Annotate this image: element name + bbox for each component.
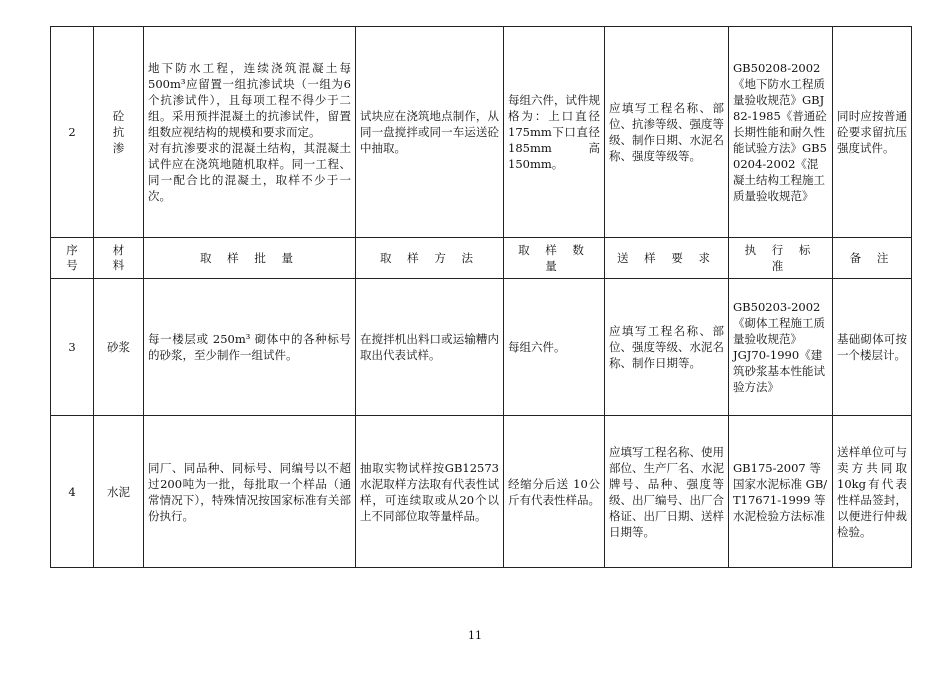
row-standard: GB175-2007 等国家水泥标准 GB/T17671-1999 等水泥检验方法标准	[729, 416, 833, 568]
row-material: 砼 抗 渗	[94, 27, 144, 238]
row-batch: 同厂、同品种、同标号、同编号以不超过200吨为一批，每批取一个样品（通常情况下），特殊情况按国家标准有关部份执行。	[144, 416, 356, 568]
row-send-requirements: 应填写工程名称、部位、抗渗等级、强度等级、制作日期、水泥名称、强度等级等。	[605, 27, 729, 238]
header-standard: 执 行 标 准	[729, 238, 833, 279]
page-number: 11	[468, 629, 482, 642]
row-method: 抽取实物试样按GB12573 水泥取样方法取有代表性试样，可连续取或从20个以上不同部位取等量样品。	[356, 416, 504, 568]
table-row	[51, 27, 912, 238]
row-quantity: 每组六件。	[504, 279, 605, 416]
row-standard: GB50203-2002《砌体工程施工质量验收规范》 JGJ70-1990《建筑砂浆基本性能试验方法》	[729, 279, 833, 416]
sampling-table	[50, 26, 912, 568]
header-seq: 序 号	[51, 238, 94, 279]
table-header-row	[51, 238, 912, 279]
row-batch: 每一楼层或 250m³ 砌体中的各种标号的砂浆，至少制作一组试件。	[144, 279, 356, 416]
row-remark: 同时应按普通砼要求留抗压强度试件。	[833, 27, 912, 238]
row-material: 水泥	[94, 416, 144, 568]
row-material: 砂浆	[94, 279, 144, 416]
table-row	[51, 279, 912, 416]
row-send-requirements: 应填写工程名称、部位、强度等级、水泥名称、制作日期等。	[605, 279, 729, 416]
row-standard: GB50208-2002《地下防水工程质量验收规范》GBJ82-1985《普通砼长期性能和耐久性能试验方法》GB50204-2002《混凝土结构工程施工质量验收规范》	[729, 27, 833, 238]
row-seq: 4	[51, 416, 94, 568]
row-method: 在搅拌机出料口或运输糟内取出代表试样。	[356, 279, 504, 416]
row-method: 试块应在浇筑地点制作，从同一盘搅拌或同一车运送砼中抽取。	[356, 27, 504, 238]
header-quantity: 取 样 数 量	[504, 238, 605, 279]
header-batch: 取 样 批 量	[144, 238, 356, 279]
table-row	[51, 416, 912, 568]
row-remark: 基础砌体可按一个楼层计。	[833, 279, 912, 416]
row-seq: 3	[51, 279, 94, 416]
row-remark: 送样单位可与卖方共同取10kg有代表性样品签封，以便进行仲裁检验。	[833, 416, 912, 568]
row-quantity: 每组六件，试件规格为：上口直径175mm下口直径185mm高150mm。	[504, 27, 605, 238]
header-remark: 备 注	[833, 238, 912, 279]
row-batch: 地下防水工程，连续浇筑混凝土每500m³应留置一组抗渗试块（一组为6个抗渗试件），且每项工程不得少于二组。采用预拌混凝土的抗渗试件，留置组数应视结构的规模和要求而定。 对有抗渗要求的混凝土结构，其混凝土试件应在浇筑地随机取样。同一工程、同一配合比的混凝土，取样不少于一次。	[144, 27, 356, 238]
row-quantity: 经缩分后送 10公斤有代表性样品。	[504, 416, 605, 568]
header-method: 取 样 方 法	[356, 238, 504, 279]
header-material: 材 料	[94, 238, 144, 279]
header-send-requirements: 送 样 要 求	[605, 238, 729, 279]
row-send-requirements: 应填写工程名称、使用部位、生产厂名、水泥牌号、品种、强度等级、出厂编号、出厂合格证、出厂日期、送样日期等。	[605, 416, 729, 568]
row-seq: 2	[51, 27, 94, 238]
